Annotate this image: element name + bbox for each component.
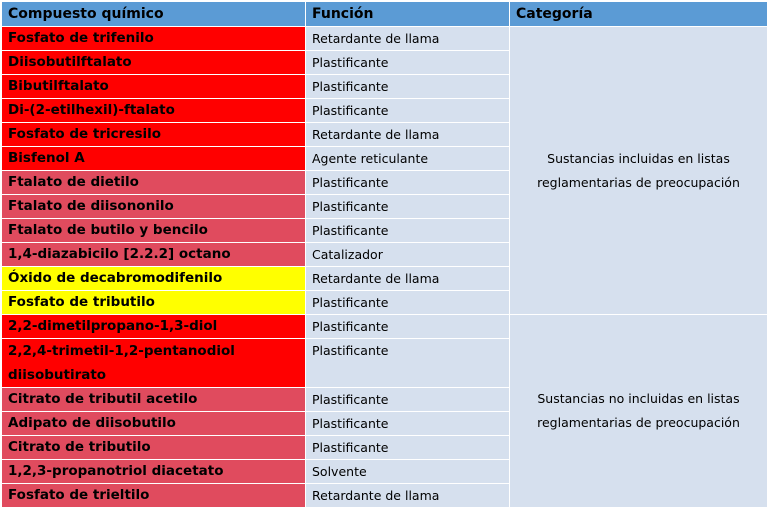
compound-name: Citrato de tributil acetilo: [2, 388, 306, 412]
compound-function: Agente reticulante: [306, 147, 510, 171]
compound-function: Plastificante: [306, 412, 510, 436]
compound-name: Óxido de decabromodifenilo: [2, 267, 306, 291]
compound-name: Adipato de diisobutilo: [2, 412, 306, 436]
header-compound: Compuesto químico: [2, 2, 306, 27]
chemicals-table: [1, 1, 768, 508]
compound-name: 1,2,3-propanotriol diacetato: [2, 460, 306, 484]
compound-name: Bibutilftalato: [2, 75, 306, 99]
compound-function: Retardante de llama: [306, 27, 510, 51]
compound-function: Retardante de llama: [306, 123, 510, 147]
compound-name: 1,4-diazabicilo [2.2.2] octano: [2, 243, 306, 267]
header-row: [2, 2, 768, 27]
compound-function: Plastificante: [306, 436, 510, 460]
compound-function: Plastificante: [306, 388, 510, 412]
header-category: Categoría: [510, 2, 768, 27]
compound-function: Plastificante: [306, 171, 510, 195]
table-row: [2, 27, 768, 51]
compound-function: Plastificante: [306, 219, 510, 243]
compound-name: Fosfato de trieltilo: [2, 484, 306, 508]
compound-name: 2,2-dimetilpropano-1,3-diol: [2, 315, 306, 339]
compound-name: Ftalato de diisononilo: [2, 195, 306, 219]
category-cell: Sustancias no incluidas en listas reglamentarias de preocupación: [510, 315, 768, 508]
compound-name: Fosfato de trifenilo: [2, 27, 306, 51]
compound-name: Di-(2-etilhexil)-ftalato: [2, 99, 306, 123]
compound-function: Plastificante: [306, 291, 510, 315]
compound-function: Plastificante: [306, 339, 510, 388]
compound-name: Fosfato de tricresilo: [2, 123, 306, 147]
header-function: Función: [306, 2, 510, 27]
compound-name: 2,2,4-trimetil-1,2-pentanodiol diisobutirato: [2, 339, 306, 388]
table-row: [2, 315, 768, 339]
category-cell: Sustancias incluidas en listas reglamentarias de preocupación: [510, 27, 768, 315]
compound-function: Plastificante: [306, 99, 510, 123]
compound-name: Ftalato de dietilo: [2, 171, 306, 195]
compound-function: Plastificante: [306, 195, 510, 219]
compound-function: Plastificante: [306, 75, 510, 99]
compound-function: Retardante de llama: [306, 267, 510, 291]
table-body: [2, 27, 768, 508]
compound-function: Catalizador: [306, 243, 510, 267]
compound-name: Ftalato de butilo y bencilo: [2, 219, 306, 243]
compound-function: Retardante de llama: [306, 484, 510, 508]
compound-function: Solvente: [306, 460, 510, 484]
compound-name: Diisobutilftalato: [2, 51, 306, 75]
compound-name: Citrato de tributilo: [2, 436, 306, 460]
compound-function: Plastificante: [306, 51, 510, 75]
compound-name: Fosfato de tributilo: [2, 291, 306, 315]
compound-name: Bisfenol A: [2, 147, 306, 171]
compound-function: Plastificante: [306, 315, 510, 339]
